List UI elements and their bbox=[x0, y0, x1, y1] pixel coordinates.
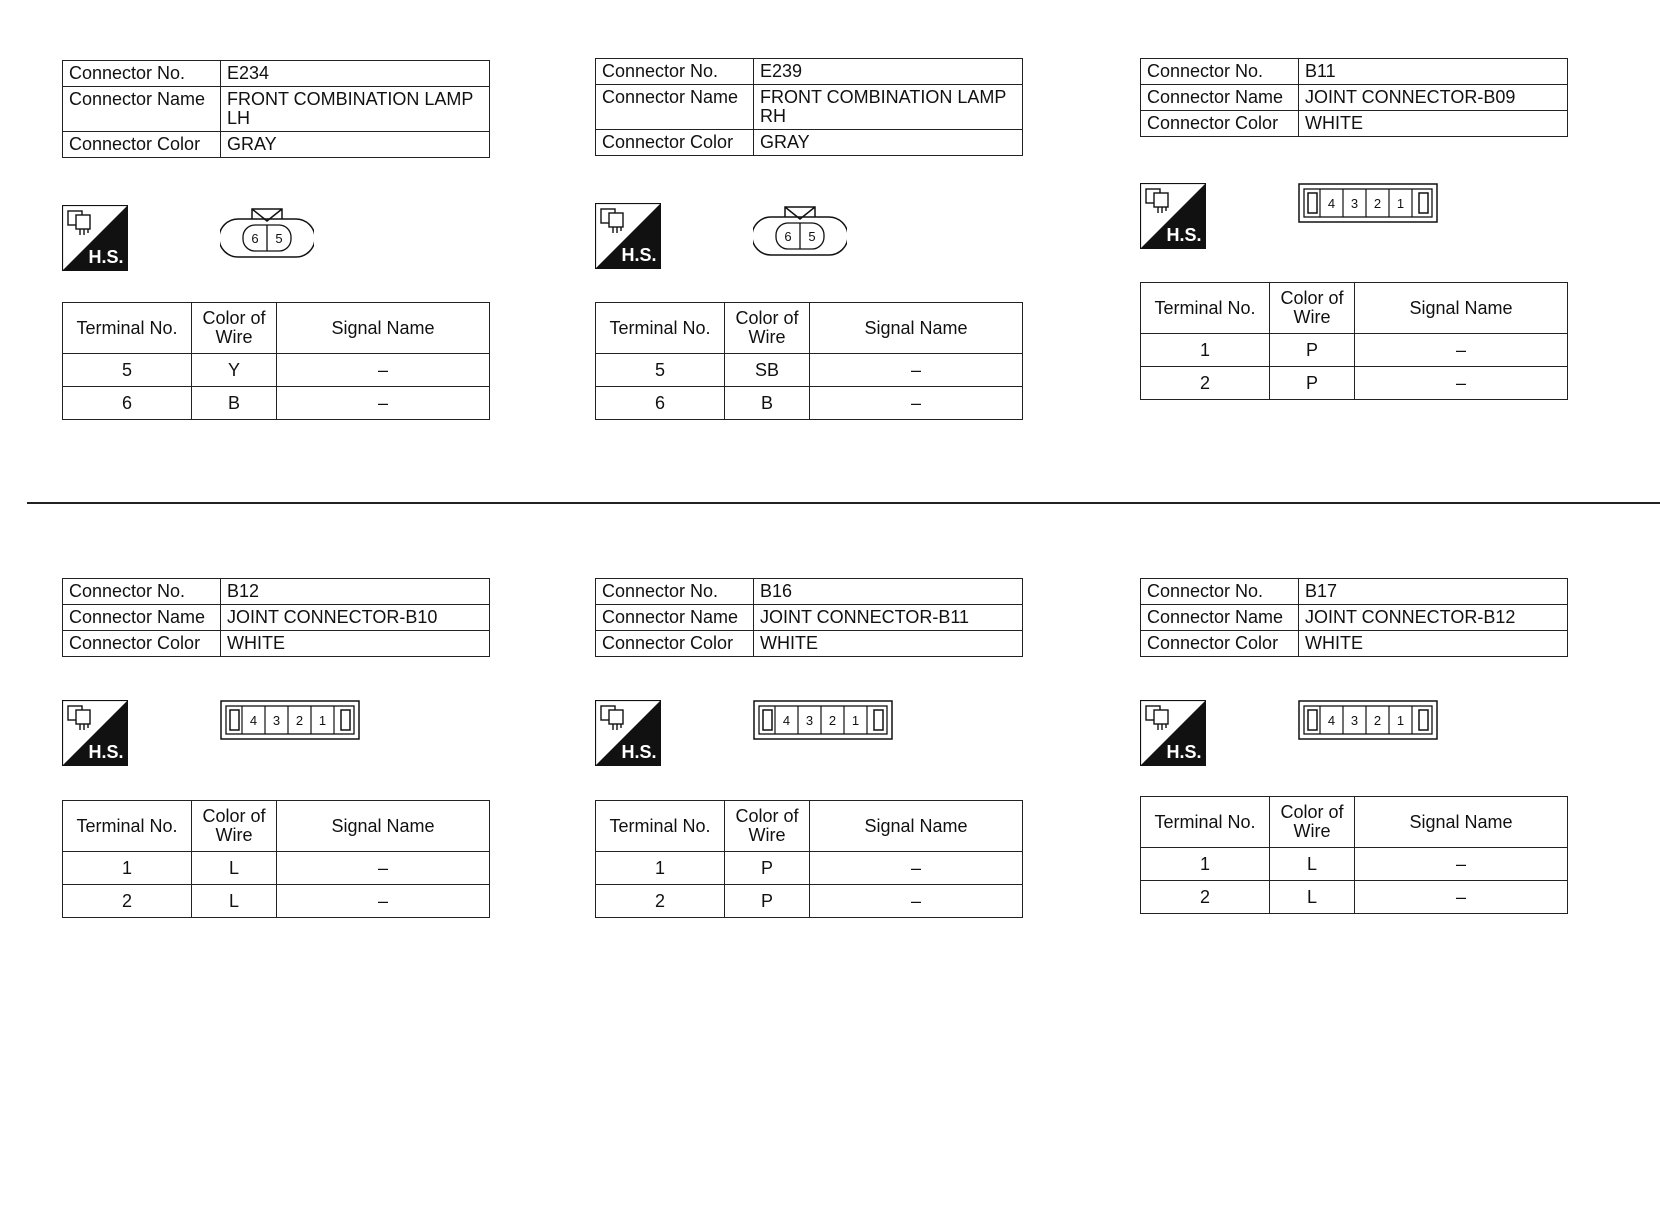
signal-name: – bbox=[810, 852, 1023, 885]
terminal-no: 1 bbox=[1141, 334, 1270, 367]
info-label: Connector No. bbox=[63, 61, 221, 87]
table-row bbox=[63, 885, 490, 918]
harness-side-icon bbox=[1140, 183, 1206, 249]
header-signal-name: Signal Name bbox=[277, 801, 490, 852]
wire-color: B bbox=[725, 387, 810, 420]
info-label: Connector Color bbox=[1141, 111, 1299, 137]
info-row-color bbox=[596, 130, 1023, 156]
connector-face-strip bbox=[220, 700, 360, 740]
terminal-table bbox=[1140, 796, 1568, 914]
header-terminal-no: Terminal No. bbox=[63, 801, 192, 852]
info-row-color bbox=[63, 631, 490, 657]
terminal-no: 5 bbox=[596, 354, 725, 387]
terminal-no: 2 bbox=[63, 885, 192, 918]
hs-label: H.S. bbox=[1166, 225, 1202, 245]
signal-name: – bbox=[1355, 367, 1568, 400]
connector-face-strip bbox=[1298, 183, 1438, 223]
terminal-no: 6 bbox=[596, 387, 725, 420]
pin-label: 3 bbox=[272, 713, 281, 728]
pin-label: 5 bbox=[275, 231, 283, 246]
info-label: Connector Color bbox=[1141, 631, 1299, 657]
terminal-no: 2 bbox=[1141, 881, 1270, 914]
table-row bbox=[1141, 881, 1568, 914]
pin-label: 1 bbox=[1396, 713, 1405, 728]
signal-name: – bbox=[277, 387, 490, 420]
connector-face-strip bbox=[1298, 700, 1438, 740]
table-row bbox=[596, 387, 1023, 420]
terminal-no: 1 bbox=[63, 852, 192, 885]
terminal-no: 2 bbox=[1141, 367, 1270, 400]
hs-label: H.S. bbox=[88, 247, 124, 267]
terminal-header-row bbox=[596, 303, 1023, 354]
terminal-table bbox=[62, 800, 490, 918]
table-row bbox=[1141, 367, 1568, 400]
info-row-no bbox=[596, 59, 1023, 85]
table-row bbox=[1141, 334, 1568, 367]
info-row-no bbox=[1141, 59, 1568, 85]
header-terminal-no: Terminal No. bbox=[596, 303, 725, 354]
connector-info-table bbox=[1140, 578, 1568, 657]
info-row-name bbox=[63, 87, 490, 132]
header-signal-name: Signal Name bbox=[1355, 283, 1568, 334]
connector-info-table bbox=[595, 58, 1023, 156]
header-color-of-wire: Color of Wire bbox=[192, 801, 277, 852]
table-row bbox=[596, 354, 1023, 387]
hs-label: H.S. bbox=[621, 742, 657, 762]
harness-side-icon bbox=[595, 203, 661, 269]
info-label: Connector No. bbox=[596, 59, 754, 85]
connector-face-oval bbox=[753, 203, 847, 263]
table-row bbox=[596, 885, 1023, 918]
info-label: Connector No. bbox=[1141, 579, 1299, 605]
info-value-color: WHITE bbox=[1299, 111, 1568, 137]
pin-label: 4 bbox=[1327, 713, 1336, 728]
wire-color: Y bbox=[192, 354, 277, 387]
info-label: Connector Color bbox=[63, 631, 221, 657]
signal-name: – bbox=[1355, 848, 1568, 881]
signal-name: – bbox=[277, 354, 490, 387]
connector-face-strip bbox=[753, 700, 893, 740]
connector-face-oval bbox=[220, 205, 314, 265]
header-color-of-wire: Color of Wire bbox=[1270, 797, 1355, 848]
pin-label: 1 bbox=[1396, 196, 1405, 211]
harness-side-icon bbox=[62, 205, 128, 271]
wire-color: B bbox=[192, 387, 277, 420]
section-divider bbox=[27, 502, 1660, 504]
terminal-no: 1 bbox=[596, 852, 725, 885]
table-row bbox=[596, 852, 1023, 885]
info-row-name bbox=[1141, 605, 1568, 631]
signal-name: – bbox=[810, 387, 1023, 420]
pin-label: 2 bbox=[1373, 196, 1382, 211]
terminal-table bbox=[595, 302, 1023, 420]
info-label: Connector Name bbox=[1141, 605, 1299, 631]
info-row-color bbox=[596, 631, 1023, 657]
wire-color: P bbox=[1270, 367, 1355, 400]
header-signal-name: Signal Name bbox=[810, 801, 1023, 852]
info-row-name bbox=[596, 85, 1023, 130]
header-signal-name: Signal Name bbox=[1355, 797, 1568, 848]
wire-color: L bbox=[1270, 881, 1355, 914]
table-row bbox=[1141, 848, 1568, 881]
header-color-of-wire: Color of Wire bbox=[725, 303, 810, 354]
hs-label: H.S. bbox=[1166, 742, 1202, 762]
wire-color: P bbox=[1270, 334, 1355, 367]
table-row bbox=[63, 852, 490, 885]
signal-name: – bbox=[810, 885, 1023, 918]
info-label: Connector Color bbox=[63, 132, 221, 158]
info-value-name: JOINT CONNECTOR-B12 bbox=[1299, 605, 1568, 631]
info-value-name: JOINT CONNECTOR-B10 bbox=[221, 605, 490, 631]
wire-color: P bbox=[725, 885, 810, 918]
terminal-no: 6 bbox=[63, 387, 192, 420]
signal-name: – bbox=[810, 354, 1023, 387]
header-terminal-no: Terminal No. bbox=[1141, 283, 1270, 334]
connector-info-table bbox=[1140, 58, 1568, 137]
wire-color: L bbox=[192, 885, 277, 918]
info-row-no bbox=[63, 579, 490, 605]
info-label: Connector Name bbox=[596, 605, 754, 631]
info-row-no bbox=[63, 61, 490, 87]
terminal-header-row bbox=[1141, 283, 1568, 334]
info-value-name: JOINT CONNECTOR-B11 bbox=[754, 605, 1023, 631]
hs-label: H.S. bbox=[88, 742, 124, 762]
signal-name: – bbox=[1355, 334, 1568, 367]
info-row-no bbox=[596, 579, 1023, 605]
pin-label: 1 bbox=[318, 713, 327, 728]
info-value-color: WHITE bbox=[1299, 631, 1568, 657]
header-signal-name: Signal Name bbox=[810, 303, 1023, 354]
info-value-no: B11 bbox=[1299, 59, 1568, 85]
header-terminal-no: Terminal No. bbox=[1141, 797, 1270, 848]
hs-label: H.S. bbox=[621, 245, 657, 265]
header-signal-name: Signal Name bbox=[277, 303, 490, 354]
info-value-name: FRONT COMBINATION LAMP LH bbox=[221, 87, 490, 132]
terminal-header-row bbox=[1141, 797, 1568, 848]
harness-side-icon bbox=[595, 700, 661, 766]
signal-name: – bbox=[277, 885, 490, 918]
header-color-of-wire: Color of Wire bbox=[192, 303, 277, 354]
terminal-no: 1 bbox=[1141, 848, 1270, 881]
wire-color: L bbox=[192, 852, 277, 885]
info-row-name bbox=[1141, 85, 1568, 111]
info-value-name: FRONT COMBINATION LAMP RH bbox=[754, 85, 1023, 130]
pin-label: 3 bbox=[1350, 196, 1359, 211]
terminal-table bbox=[1140, 282, 1568, 400]
terminal-table bbox=[62, 302, 490, 420]
info-label: Connector No. bbox=[596, 579, 754, 605]
info-label: Connector Name bbox=[63, 605, 221, 631]
signal-name: – bbox=[1355, 881, 1568, 914]
wire-color: P bbox=[725, 852, 810, 885]
pin-label: 2 bbox=[1373, 713, 1382, 728]
terminal-no: 2 bbox=[596, 885, 725, 918]
signal-name: – bbox=[277, 852, 490, 885]
table-row bbox=[63, 354, 490, 387]
terminal-header-row bbox=[596, 801, 1023, 852]
info-value-color: WHITE bbox=[754, 631, 1023, 657]
connector-info-table bbox=[62, 578, 490, 657]
pin-label: 1 bbox=[851, 713, 860, 728]
header-color-of-wire: Color of Wire bbox=[1270, 283, 1355, 334]
pin-label: 4 bbox=[1327, 196, 1336, 211]
pin-label: 3 bbox=[805, 713, 814, 728]
harness-side-icon bbox=[62, 700, 128, 766]
connector-info-table bbox=[595, 578, 1023, 657]
info-value-color: WHITE bbox=[221, 631, 490, 657]
info-value-no: E234 bbox=[221, 61, 490, 87]
info-label: Connector Color bbox=[596, 130, 754, 156]
terminal-no: 5 bbox=[63, 354, 192, 387]
info-label: Connector Name bbox=[596, 85, 754, 130]
info-value-no: B17 bbox=[1299, 579, 1568, 605]
info-label: Connector Name bbox=[63, 87, 221, 132]
info-label: Connector No. bbox=[63, 579, 221, 605]
harness-side-icon bbox=[1140, 700, 1206, 766]
info-value-name: JOINT CONNECTOR-B09 bbox=[1299, 85, 1568, 111]
info-label: Connector Name bbox=[1141, 85, 1299, 111]
header-terminal-no: Terminal No. bbox=[63, 303, 192, 354]
header-terminal-no: Terminal No. bbox=[596, 801, 725, 852]
wire-color: SB bbox=[725, 354, 810, 387]
pin-label: 6 bbox=[251, 231, 259, 246]
terminal-header-row bbox=[63, 801, 490, 852]
info-row-no bbox=[1141, 579, 1568, 605]
header-color-of-wire: Color of Wire bbox=[725, 801, 810, 852]
info-value-color: GRAY bbox=[754, 130, 1023, 156]
info-label: Connector Color bbox=[596, 631, 754, 657]
info-row-color bbox=[1141, 631, 1568, 657]
info-value-color: GRAY bbox=[221, 132, 490, 158]
pin-label: 4 bbox=[249, 713, 258, 728]
pin-label: 5 bbox=[808, 229, 816, 244]
info-row-name bbox=[63, 605, 490, 631]
pin-label: 6 bbox=[784, 229, 792, 244]
pin-label: 3 bbox=[1350, 713, 1359, 728]
info-value-no: E239 bbox=[754, 59, 1023, 85]
info-row-color bbox=[1141, 111, 1568, 137]
connector-info-table bbox=[62, 60, 490, 158]
info-value-no: B12 bbox=[221, 579, 490, 605]
terminal-header-row bbox=[63, 303, 490, 354]
pin-label: 4 bbox=[782, 713, 791, 728]
info-label: Connector No. bbox=[1141, 59, 1299, 85]
info-row-color bbox=[63, 132, 490, 158]
pin-label: 2 bbox=[295, 713, 304, 728]
wire-color: L bbox=[1270, 848, 1355, 881]
info-row-name bbox=[596, 605, 1023, 631]
pin-label: 2 bbox=[828, 713, 837, 728]
terminal-table bbox=[595, 800, 1023, 918]
info-value-no: B16 bbox=[754, 579, 1023, 605]
table-row bbox=[63, 387, 490, 420]
